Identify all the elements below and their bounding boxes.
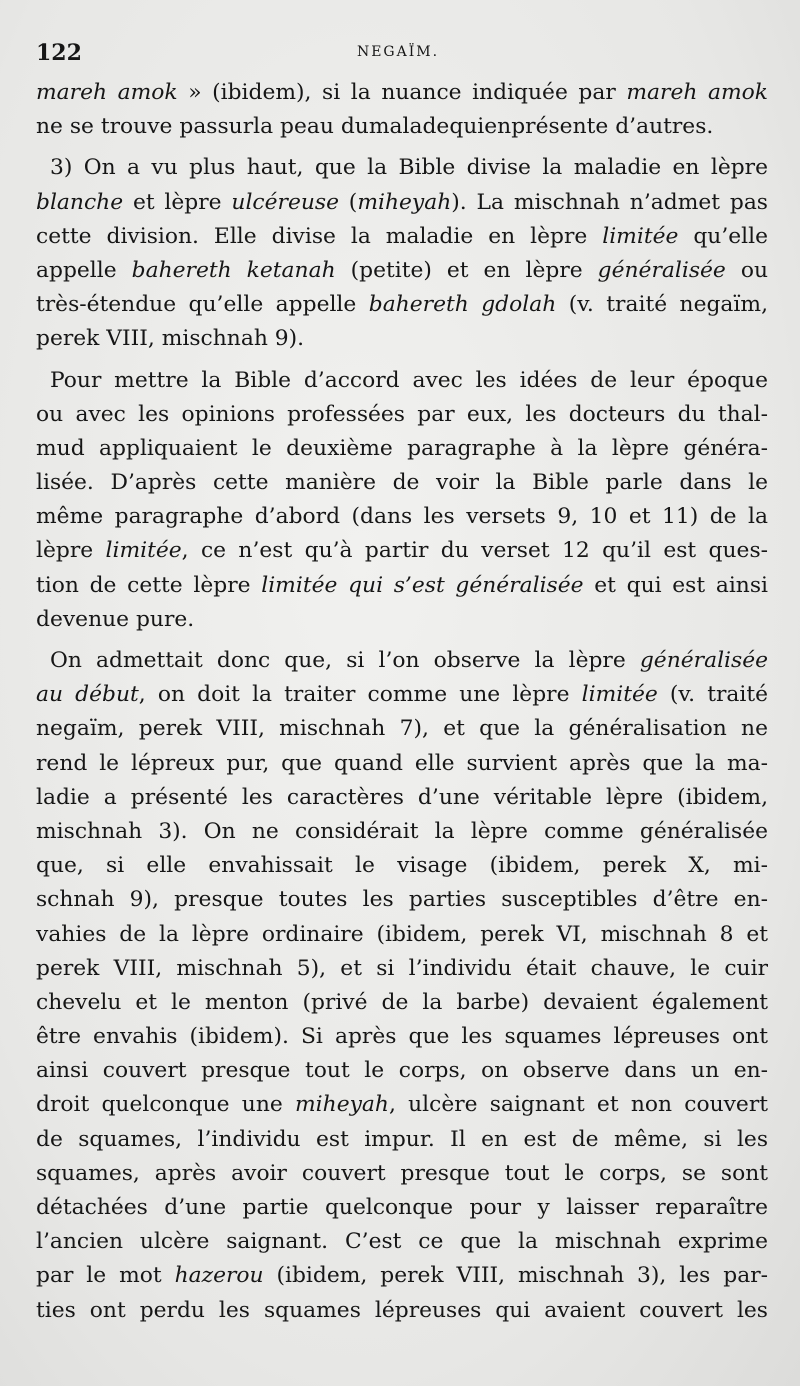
text-line: [36, 678, 768, 712]
text-segment: vahies de la lèpre ordinaire (ibidem, perek VI, mischnah 8 et: [36, 921, 768, 947]
italic-term: hazerou: [174, 1263, 264, 1289]
text-line: [36, 500, 768, 534]
italic-term: mareh amok: [36, 80, 178, 105]
italic-term: bahereth gdolah: [368, 292, 557, 318]
italic-term: blanche: [36, 189, 124, 215]
text-line: [36, 815, 768, 849]
text-line: [36, 322, 768, 356]
text-segment: On admettait donc que, si l’on observe la lèpre: [50, 648, 640, 673]
text-line: [36, 1020, 768, 1054]
text-segment: perek VIII, mischnah 5), et si l’individu était chauve, le cuir: [36, 955, 768, 981]
italic-term: au début: [36, 682, 139, 708]
text-segment: même paragraphe d’abord (dans les versets 9, 10 et 11) de la: [36, 504, 768, 530]
text-line: [36, 883, 768, 917]
text-segment: (v. traité: [657, 682, 768, 708]
text-line: [36, 603, 768, 637]
text-segment: (petite) et en lèpre: [335, 257, 598, 283]
text-line: [36, 1157, 768, 1191]
text-line: [36, 569, 768, 603]
text-segment: qu’elle: [678, 223, 768, 249]
text-segment: mud appliquaient le deuxième paragraphe à la lèpre généra-: [36, 435, 768, 461]
text-segment: 3) On a vu plus haut, que la Bible divise la maladie en lèpre: [50, 155, 768, 181]
text-line: [36, 1191, 768, 1225]
text-segment: ladie a présenté les caractères d’une véritable lèpre (ibidem,: [36, 784, 768, 810]
text-line: [36, 986, 768, 1020]
italic-term: limitée: [105, 538, 182, 564]
text-line: [36, 110, 768, 144]
text-segment: Pour mettre la Bible d’accord avec les idées de leur époque: [50, 367, 768, 393]
text-segment: schnah 9), presque toutes les parties susceptibles d’être en-: [36, 887, 768, 913]
text-line: [36, 1294, 768, 1328]
italic-term: mareh amok: [626, 80, 768, 105]
text-line: [36, 364, 768, 398]
text-line: [36, 1054, 768, 1088]
text-segment: et qui est ainsi: [583, 572, 768, 598]
text-line: [36, 534, 768, 568]
text-line: [36, 747, 768, 781]
running-head: NEGAÏM.: [356, 44, 440, 60]
text-line: [36, 1259, 768, 1293]
text-line: [36, 952, 768, 986]
text-segment: negaïm, perek VIII, mischnah 7), et que la généralisation ne: [36, 716, 768, 742]
italic-term: bahereth ketanah: [131, 257, 336, 283]
text-line: [36, 781, 768, 815]
text-segment: détachées d’une partie quelconque pour y laisser reparaître: [36, 1195, 768, 1220]
text-line: [36, 186, 768, 220]
text-segment: chevelu et le menton (privé de la barbe) devaient également: [36, 989, 768, 1015]
page-number: 122: [36, 40, 82, 66]
text-segment: et lèpre: [123, 189, 232, 215]
text-line: [36, 466, 768, 500]
text-line: [36, 432, 768, 466]
page-body-text: [36, 76, 768, 1328]
text-segment: ). La mischnah n’admet pas: [451, 189, 768, 215]
text-line: [36, 76, 768, 110]
text-segment: lisée. D’après cette manière de voir la Bible parle dans le: [36, 470, 768, 496]
text-segment: , ce n’est qu’à partir du verset 12 qu’il est ques-: [181, 538, 768, 564]
text-segment: (v. traité negaïm,: [556, 292, 768, 318]
text-segment: ou avec les opinions professées par eux, les docteurs du thal-: [36, 401, 768, 427]
text-segment: par le mot: [36, 1263, 175, 1289]
text-segment: , ulcère saignant et non couvert: [388, 1092, 768, 1118]
text-segment: tion de cette lèpre: [36, 572, 262, 598]
text-segment: devenue pure.: [36, 606, 195, 632]
text-segment: mischnah 3). On ne considérait la lèpre comme généralisée: [36, 818, 768, 844]
text-segment: rend le lépreux pur, que quand elle survient après que la ma-: [36, 750, 768, 776]
text-segment: très-étendue qu’elle appelle: [36, 292, 369, 318]
text-segment: ainsi couvert presque tout le corps, on observe dans un en-: [36, 1058, 768, 1084]
text-segment: que, si elle envahissait le visage (ibidem, perek X, mi-: [36, 853, 768, 879]
text-segment: ou: [725, 257, 768, 283]
text-line: [36, 288, 768, 322]
text-segment: (ibidem, perek VIII, mischnah 3), les par-: [263, 1263, 768, 1289]
text-segment: être envahis (ibidem). Si après que les squames lépreuses ont: [36, 1024, 768, 1050]
text-line: [36, 220, 768, 254]
italic-term: limitée: [581, 682, 658, 708]
text-line: [36, 712, 768, 746]
italic-term: miheyah: [295, 1092, 389, 1118]
text-segment: ties ont perdu les squames lépreuses qui avaient couvert les: [36, 1297, 768, 1323]
italic-term: généralisée: [597, 257, 726, 283]
text-line: [36, 151, 768, 185]
italic-term: limitée qui s’est généralisée: [261, 572, 584, 598]
text-line: [36, 254, 768, 288]
text-segment: , on doit la traiter comme une lèpre: [138, 682, 582, 708]
page-header: [36, 40, 760, 70]
text-line: [36, 1225, 768, 1259]
text-segment: perek VIII, mischnah 9).: [36, 326, 305, 352]
italic-term: miheyah: [357, 189, 452, 215]
text-segment: squames, après avoir couvert presque tout le corps, se sont: [36, 1160, 768, 1186]
text-line: [36, 918, 768, 952]
text-line: [36, 1088, 768, 1122]
text-line: [36, 1123, 768, 1157]
text-segment: » (ibidem), si la nuance indiquée par: [177, 80, 627, 105]
italic-term: ulcéreuse: [231, 189, 339, 215]
text-line: [36, 849, 768, 883]
text-segment: cette division. Elle divise la maladie en lèpre: [36, 223, 603, 249]
text-segment: appelle: [36, 257, 132, 283]
italic-term: généralisée: [639, 648, 768, 673]
text-line: [36, 644, 768, 678]
text-segment: lèpre: [36, 538, 106, 564]
text-segment: droit quelconque une: [36, 1092, 296, 1118]
italic-term: limitée: [602, 223, 679, 249]
text-segment: (: [338, 189, 358, 215]
text-segment: ne se trouve passurla peau dumaladequienprésente d’autres.: [36, 114, 714, 140]
text-line: [36, 398, 768, 432]
text-segment: de squames, l’individu est impur. Il en est de même, si les: [36, 1126, 768, 1152]
text-segment: l’ancien ulcère saignant. C’est ce que la mischnah exprime: [36, 1229, 768, 1255]
